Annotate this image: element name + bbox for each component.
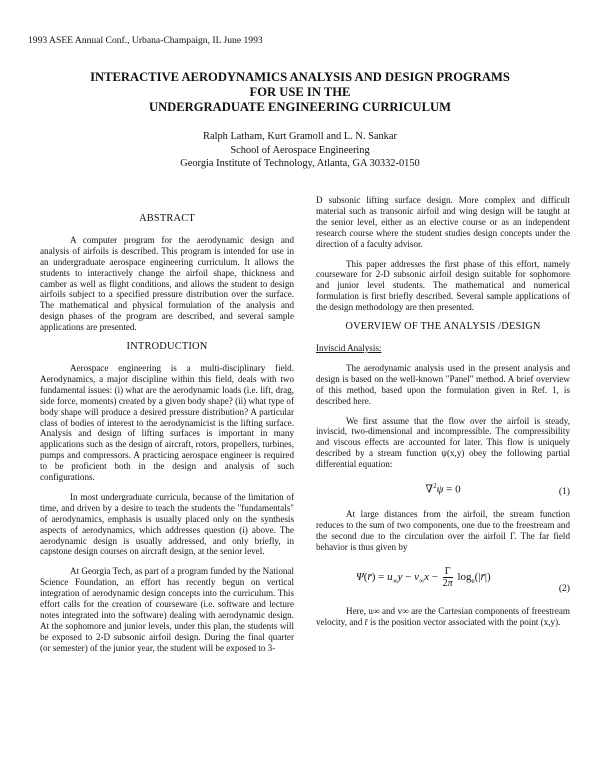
panel-method-paragraph: The aerodynamic analysis used in the present analysis and design is based on the well-known "Panel" method. A brief overview of this method, based upon the formulation given in Ref. 1, is described here. <box>316 362 570 406</box>
far-field-paragraph: At large distances from the airfoil, the stream function reduces to the sum of two components, one due to the freestream and the second due to the circulation over the airfoil Γ. The far field behavior is thus given by <box>316 509 570 552</box>
institution: Georgia Institute of Technology, Atlanta, GA 30332-0150 <box>180 158 420 169</box>
laplace-equation: ∇$^2$ψ = 0 <box>425 482 461 496</box>
flow-assumption-paragraph: We first assume that the flow over the airfoil is steady, inviscid, two-dimensional and incompressible. The compressibility and viscous effects are accounted for later. This flow is uniquely described by a stream function ψ(x,y) obey the following partial differential equation: <box>316 415 570 470</box>
continued-paragraph: D subsonic lifting surface design. More complex and difficult material such as transonic airfoil and wing design will be taught at the senior level, either as an elective course or as an independent research course where the student studies design concepts under the direction of a faculty advisor. <box>316 195 570 249</box>
abstract-text: A computer program for the aerodynamic design and analysis of airfoils is described. This program is intended for use in an undergraduate aerospace engineering curriculum. It allows the students to interactively change the airfoil shape, thickness and camber as well as flight conditions, and allows the student to design airfoils subject to a specified pressure distribution over the surface. The mathematical and physical formulation of the analysis and design phases of the program are described, and several sample applications are presented. <box>40 234 294 333</box>
overview-heading: OVERVIEW OF THE ANALYSIS /DESIGN <box>345 321 541 333</box>
right-column <box>316 195 570 636</box>
title-line-1: INTERACTIVE AERODYNAMICS ANALYSIS AND DESIGN PROGRAMS <box>90 70 510 84</box>
author-block <box>100 130 500 171</box>
left-column <box>40 210 294 663</box>
intro-paragraph-2: In most undergraduate curricula, because of the limitation of time, and driven by a desire to teach the students the "fundamentals" of aerodynamics, emphasis is usually placed only on the synthesis aspects of aerodynamics, which addresses question (i) above. The aerodynamic design is usually addressed, and only briefly, in capstone design courses on aircraft design, at the senior level. <box>40 491 294 557</box>
paper-title <box>40 70 560 115</box>
introduction-heading: INTRODUCTION <box>126 341 208 353</box>
running-header: 1993 ASEE Annual Conf., Urbana-Champaign, IL June 1993 <box>28 35 263 46</box>
authors: Ralph Latham, Kurt Gramoll and L. N. Sankar <box>203 131 397 142</box>
abstract-heading: ABSTRACT <box>139 213 195 224</box>
equation-1 <box>316 479 570 499</box>
department: School of Aerospace Engineering <box>230 144 370 156</box>
scope-paragraph: This paper addresses the first phase of this effort, namely courseware for 2-D subsonic airfoil design suitable for sophomore and junior level students. The mathematical and numerical formulation is first briefly described. Several sample applications of the design methodology are then presented. <box>316 258 570 313</box>
equation-2-number: (2) <box>558 582 570 594</box>
intro-paragraph-3: At Georgia Tech, as part of a program funded by the National Science Foundation, an effort has recently begun on vertical integration of aerodynamic design concepts into the curriculum. This effort calls for the creation of courseware (i.e. software and lecture notes integrated into the software) dealing with aerodynamic design. At the sophomore and junior levels, under this plan, the students will be exposed to 2-D subsonic airfoil design. During the final quarter (or semester) of the junior year, the student will be exposed to 3- <box>40 566 294 653</box>
title-line-2: FOR USE IN THE <box>249 85 351 99</box>
freestream-components-paragraph: Here, u∞ and v∞ are the Cartesian components of freestream velocity, and r̄ is the position vector associated with the point (x,y). <box>316 605 570 627</box>
title-line-3: UNDERGRADUATE ENGINEERING CURRICULUM <box>148 100 452 114</box>
equation-2 <box>316 562 570 596</box>
inviscid-analysis-heading: Inviscid Analysis: <box>316 342 382 353</box>
intro-paragraph-1: Aerospace engineering is a multi-disciplinary field. Aerodynamics, a major discipline within this field, deals with two fundamental issues: (i) what are the aerodynamic loads (i.e. lift, drag, side force, moments) created by a given body shape? (ii) what type of body shape will produce a desired pressure distribution? A particular class of bodies of interest to the aerodynamicist is the lifting surface. Analysis and design of lifting surfaces is important in many applications such as the design of aircraft, rotors, propellers, turbines, pumps and compressors. A practicing aerospace engineer is required to be proficient both in the design and analysis of such configurations. <box>40 362 294 483</box>
far-field-equation: Ψ(r̄) = $u_\infty y - v_\infty x$ − $\frac{\Gamma}{2\pi}$ $\log_e(|r̄|)$ <box>356 565 491 589</box>
equation-1-number: (1) <box>558 486 570 498</box>
